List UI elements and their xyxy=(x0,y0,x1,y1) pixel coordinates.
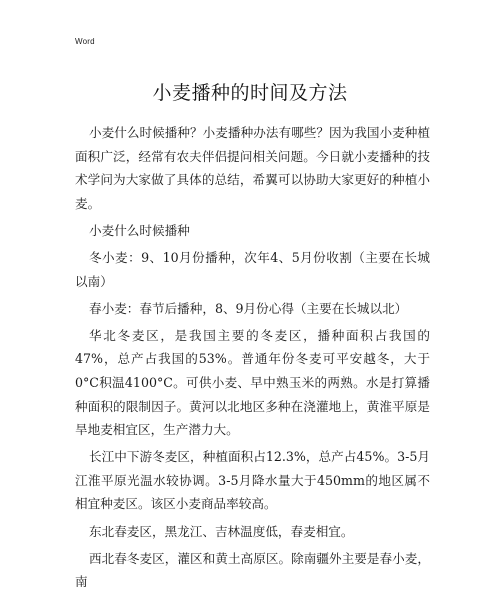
header-tag: Word xyxy=(75,37,95,46)
document-title: 小麦播种的时间及方法 xyxy=(152,82,348,104)
document-body xyxy=(75,121,430,597)
paragraph-northwest: 西北春冬麦区，灌区和黄土高原区。除南疆外主要是春小麦，南 xyxy=(75,550,430,590)
paragraph-northeast: 东北春麦区，黑龙江、吉林温度低，春麦相宜。 xyxy=(89,523,354,539)
paragraph-subheading: 小麦什么时候播种 xyxy=(89,222,190,238)
paragraph-spring-wheat: 春小麦：春节后播种，8、9月份心得（主要在长城以北） xyxy=(89,300,408,316)
paragraph-winter-wheat: 冬小麦：9、10月份播种，次年4、5月份收割（主要在长城以南） xyxy=(75,249,430,289)
paragraph-intro: 小麦什么时候播种？小麦播种办法有哪些？因为我国小麦种植面积广泛，经常有农夫伴侣提问相关问题。今日就小麦播种的技术学问为大家做了具体的总结，希翼可以协助大家更好的种植小麦。 xyxy=(75,125,430,211)
paragraph-north-china: 华北冬麦区，是我国主要的冬麦区，播种面积占我国的47%，总产占我国的53%。普通年份冬麦可平安越冬，大于0°C积温4100°C。可供小麦、早中熟玉米的两熟。水是打算播种面积的限制因子。黄河以北地区多种在浇灌地上，黄淮平原是旱地麦相宜区，生产潜力大。 xyxy=(75,327,430,438)
paragraph-yangtze: 长江中下游冬麦区，种植面积占12.3%，总产占45%。3-5月江淮平原光温水较协调。3-5月降水量大于450mm的地区属不相宜种麦区。该区小麦商品率较高。 xyxy=(75,449,430,512)
